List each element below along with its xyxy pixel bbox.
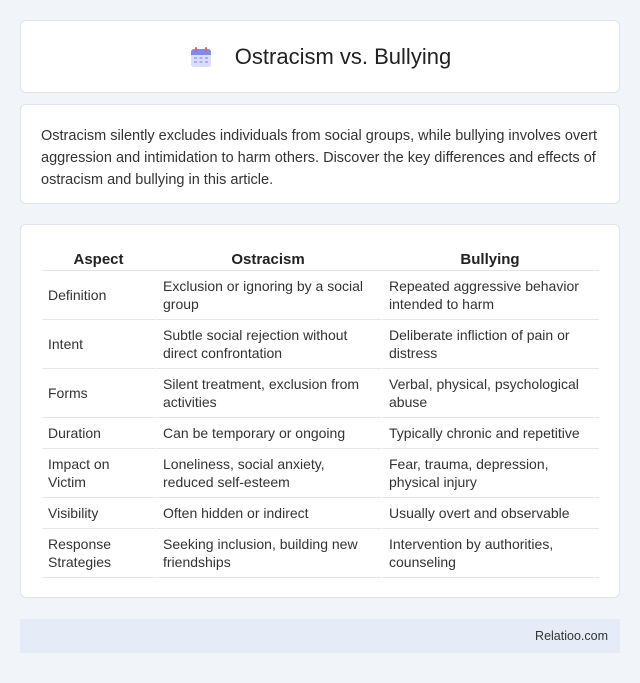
table-row [42,449,599,498]
comparison-table [42,245,599,578]
bullying-cell: Fear, trauma, depression, physical injury [381,449,599,498]
ostracism-cell: Can be temporary or ongoing [155,418,381,449]
bullying-cell: Repeated aggressive behavior intended to harm [381,271,599,320]
header-ostracism: Ostracism [155,245,381,271]
aspect-cell: Definition [42,271,155,320]
calendar-icon [189,45,213,69]
header-card [20,20,620,93]
page-title: Ostracism vs. Bullying [234,43,452,69]
ostracism-cell: Exclusion or ignoring by a social group [155,271,381,320]
bullying-cell: Verbal, physical, psychological abuse [381,369,599,418]
ostracism-cell: Seeking inclusion, building new friendships [155,529,381,578]
aspect-cell: Visibility [42,498,155,529]
bullying-cell: Typically chronic and repetitive [381,418,599,449]
header-bullying: Bullying [381,245,599,271]
aspect-cell: Response Strategies [42,529,155,578]
bullying-cell: Intervention by authorities, counseling [381,529,599,578]
footer [20,619,620,653]
table-row [42,529,599,578]
ostracism-cell: Silent treatment, exclusion from activities [155,369,381,418]
comparison-card [20,224,620,598]
table-row [42,418,599,449]
aspect-cell: Impact on Victim [42,449,155,498]
aspect-cell: Intent [42,320,155,369]
bullying-cell: Usually overt and observable [381,498,599,529]
table-header-row [42,245,599,271]
ostracism-cell: Subtle social rejection without direct confrontation [155,320,381,369]
table-row [42,498,599,529]
intro-text: Ostracism silently excludes individuals from social groups, while bullying involves overt aggression and intimidation to harm others. Discover the key differences and effects of ostracism and bullying in this article. [41,128,598,188]
ostracism-cell: Often hidden or indirect [155,498,381,529]
aspect-cell: Forms [42,369,155,418]
intro-card [20,104,620,204]
aspect-cell: Duration [42,418,155,449]
table-row [42,369,599,418]
header-aspect: Aspect [42,245,155,271]
ostracism-cell: Loneliness, social anxiety, reduced self-esteem [155,449,381,498]
table-row [42,271,599,320]
table-row [42,320,599,369]
footer-brand[interactable]: Relatioo.com [535,629,608,643]
bullying-cell: Deliberate infliction of pain or distress [381,320,599,369]
